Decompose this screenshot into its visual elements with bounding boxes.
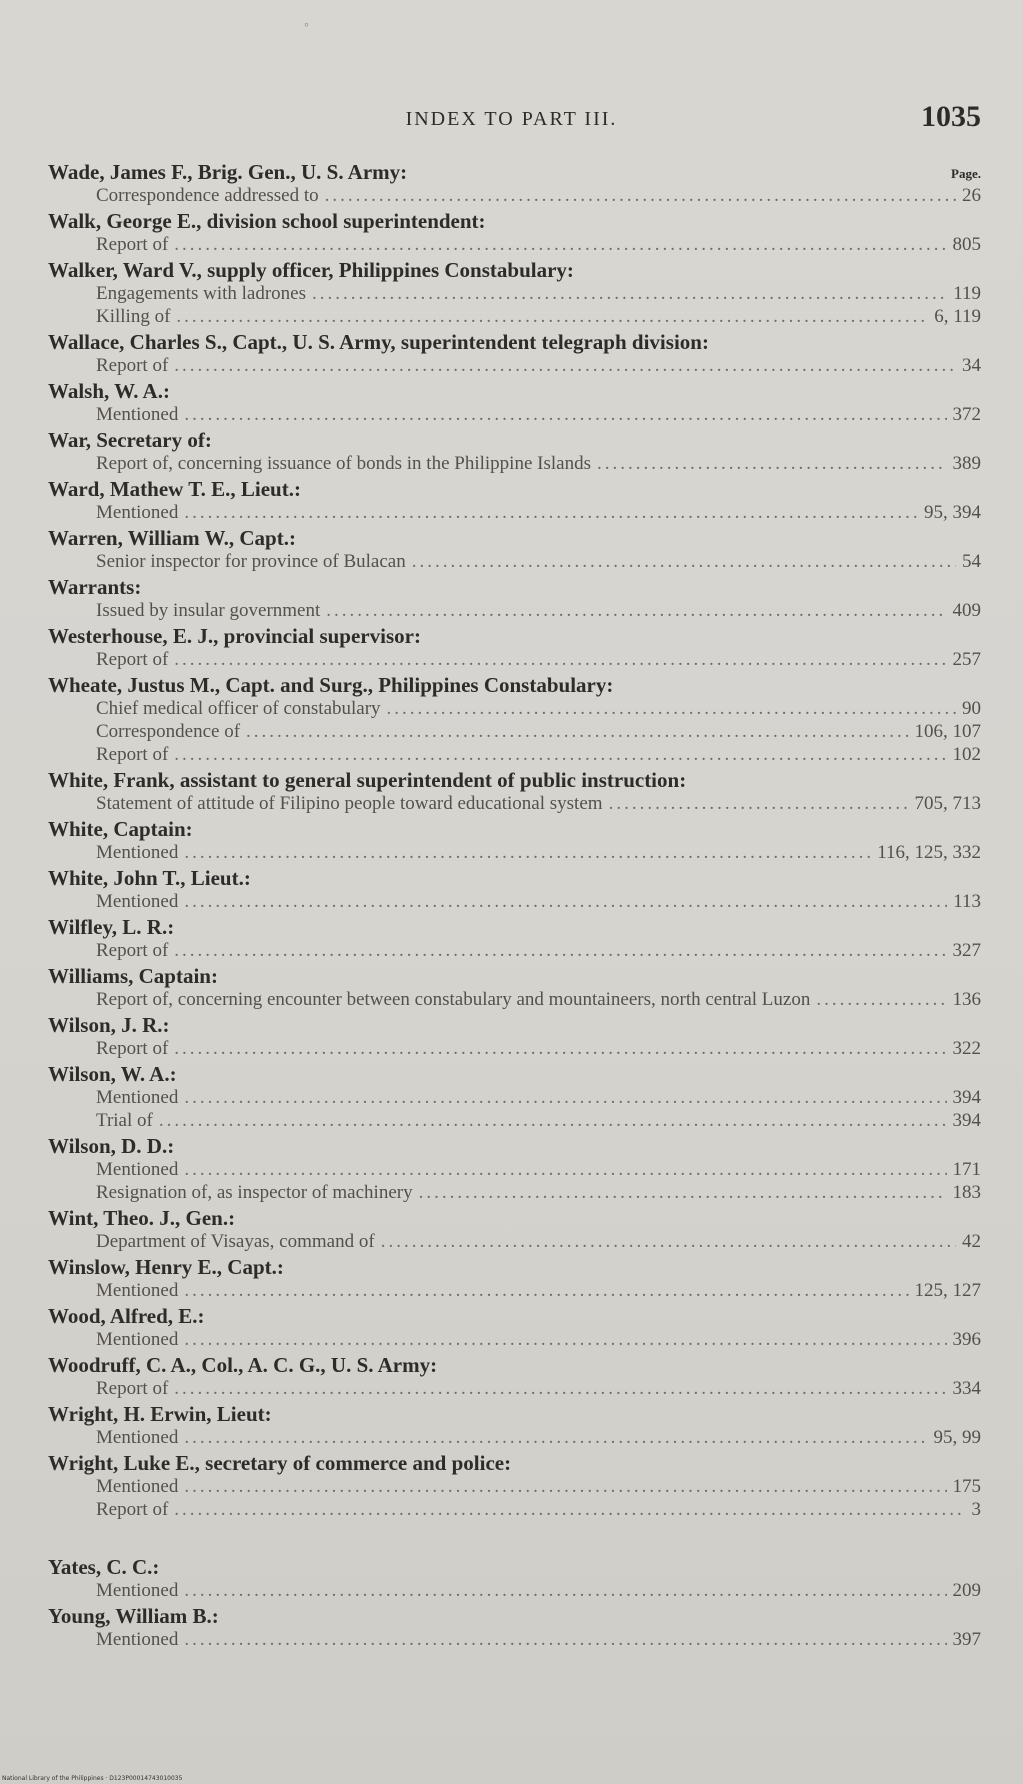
sub-entry — [48, 697, 981, 720]
sub-entry-label: Mentioned — [96, 1427, 179, 1448]
leader-dots — [174, 1037, 946, 1060]
entry-heading-text: Young, William B.: — [48, 1604, 219, 1628]
entry-heading — [48, 575, 981, 599]
index-entry — [48, 160, 981, 207]
sub-entry-pages: 171 — [952, 1159, 981, 1180]
sub-entry — [48, 1109, 981, 1132]
index-entry — [48, 1206, 981, 1253]
leader-dots — [609, 792, 909, 815]
leader-dots — [184, 1579, 946, 1602]
entry-heading — [48, 964, 981, 988]
sub-entry-label: Mentioned — [96, 404, 179, 425]
leader-dots — [184, 1628, 946, 1651]
leader-dots — [174, 939, 946, 962]
index-entry — [48, 1304, 981, 1351]
sub-entry — [48, 792, 981, 815]
sub-entry-pages: 6, 119 — [934, 306, 981, 327]
entry-heading — [48, 1304, 981, 1328]
leader-dots — [174, 743, 946, 766]
leader-dots — [184, 501, 918, 524]
sub-entry — [48, 1377, 981, 1400]
leader-dots — [184, 1426, 927, 1449]
sub-entry — [48, 184, 981, 207]
library-footer: National Library of the Philippines · D123P00014743010035 — [2, 1775, 183, 1782]
sub-entry — [48, 305, 981, 328]
leader-dots — [246, 720, 908, 743]
sub-entry-pages: 334 — [952, 1378, 981, 1399]
sub-entry-label: Mentioned — [96, 1087, 179, 1108]
sub-entry-label: Report of — [96, 355, 169, 376]
entry-heading-text: Warren, William W., Capt.: — [48, 526, 296, 550]
entry-heading-text: Wood, Alfred, E.: — [48, 1304, 205, 1328]
sub-entry-label: Report of — [96, 1378, 169, 1399]
sub-entry — [48, 403, 981, 426]
index-entry — [48, 258, 981, 328]
index-entry — [48, 1062, 981, 1132]
sub-entry-pages: 805 — [952, 234, 981, 255]
sub-entry — [48, 233, 981, 256]
sub-entry — [48, 1181, 981, 1204]
index-entry — [48, 1255, 981, 1302]
leader-dots — [174, 648, 946, 671]
sub-entry — [48, 282, 981, 305]
leader-dots — [184, 1475, 946, 1498]
sub-entry — [48, 1475, 981, 1498]
leader-dots — [174, 233, 946, 256]
entry-heading-text: Winslow, Henry E., Capt.: — [48, 1255, 284, 1279]
entry-heading — [48, 673, 981, 697]
sub-entry — [48, 939, 981, 962]
entry-heading — [48, 477, 981, 501]
entry-heading-text: Walk, George E., division school superintendent: — [48, 209, 486, 233]
leader-dots — [174, 1498, 965, 1521]
entry-heading-text: Wallace, Charles S., Capt., U. S. Army, superintendent telegraph division: — [48, 330, 709, 354]
sub-entry-label: Mentioned — [96, 891, 179, 912]
index-entry — [48, 1604, 981, 1651]
entry-heading — [48, 1555, 981, 1579]
entry-heading-text: Wright, H. Erwin, Lieut: — [48, 1402, 272, 1426]
sub-entry — [48, 1579, 981, 1602]
index-entry — [48, 915, 981, 962]
entry-heading — [48, 1013, 981, 1037]
sub-entry-label: Mentioned — [96, 1476, 179, 1497]
entry-heading — [48, 915, 981, 939]
index-entry — [48, 209, 981, 256]
index-entry — [48, 1555, 981, 1602]
entry-heading-text: Woodruff, C. A., Col., A. C. G., U. S. Army: — [48, 1353, 438, 1377]
sub-entry-label: Mentioned — [96, 502, 179, 523]
entry-heading-text: Ward, Mathew T. E., Lieut.: — [48, 477, 301, 501]
sub-entry-label: Resignation of, as inspector of machinery — [96, 1182, 413, 1203]
sub-entry-pages: 705, 713 — [914, 793, 981, 814]
sub-entry-label: Killing of — [96, 306, 171, 327]
index-entry — [48, 624, 981, 671]
entry-heading — [48, 526, 981, 550]
sub-entry-pages: 389 — [952, 453, 981, 474]
leader-dots — [412, 550, 956, 573]
entry-heading — [48, 209, 981, 233]
index-entry — [48, 379, 981, 426]
sub-entry-label: Correspondence addressed to — [96, 185, 319, 206]
index-entry — [48, 428, 981, 475]
index-entry — [48, 1353, 981, 1400]
page-header — [0, 100, 1023, 140]
sub-entry — [48, 1628, 981, 1651]
index-list — [48, 160, 981, 1653]
entry-heading-text: Wilfley, L. R.: — [48, 915, 175, 939]
leader-dots — [184, 1158, 946, 1181]
index-entry — [48, 1451, 981, 1521]
leader-dots — [184, 1279, 908, 1302]
sub-entry-label: Issued by insular government — [96, 600, 321, 621]
sub-entry-label: Trial of — [96, 1110, 153, 1131]
sub-entry-label: Department of Visayas, command of — [96, 1231, 375, 1252]
sub-entry-pages: 175 — [952, 1476, 981, 1497]
sub-entry-pages: 327 — [952, 940, 981, 961]
entry-heading-text: White, Captain: — [48, 817, 193, 841]
leader-dots — [184, 841, 871, 864]
sub-entry-pages: 209 — [952, 1580, 981, 1601]
page-number: 1035 — [921, 100, 981, 133]
sub-entry-label: Mentioned — [96, 1159, 179, 1180]
sub-entry-pages: 119 — [953, 283, 981, 304]
sub-entry — [48, 354, 981, 377]
sub-entry-pages: 372 — [952, 404, 981, 425]
index-entry — [48, 1013, 981, 1060]
sub-entry — [48, 720, 981, 743]
index-entry — [48, 477, 981, 524]
sub-entry — [48, 1426, 981, 1449]
sub-entry-pages: 125, 127 — [914, 1280, 981, 1301]
sub-entry — [48, 988, 981, 1011]
index-entry — [48, 526, 981, 573]
leader-dots — [387, 697, 956, 720]
sub-entry-label: Mentioned — [96, 842, 179, 863]
entry-heading-text: Wilson, D. D.: — [48, 1134, 175, 1158]
entry-heading — [48, 624, 981, 648]
entry-heading — [48, 160, 981, 184]
sub-entry-label: Mentioned — [96, 1629, 179, 1650]
entry-heading-text: Wade, James F., Brig. Gen., U. S. Army: — [48, 160, 408, 184]
sub-entry — [48, 452, 981, 475]
entry-heading-text: Wint, Theo. J., Gen.: — [48, 1206, 236, 1230]
sub-entry — [48, 501, 981, 524]
leader-dots — [597, 452, 947, 475]
sub-entry-pages: 397 — [952, 1629, 981, 1650]
leader-dots — [184, 1086, 946, 1109]
leader-dots — [159, 1109, 947, 1132]
index-entry — [48, 1134, 981, 1204]
leader-dots — [184, 890, 947, 913]
entry-heading — [48, 258, 981, 282]
sub-entry-label: Report of — [96, 940, 169, 961]
entry-heading-text: Wilson, J. R.: — [48, 1013, 170, 1037]
index-entry — [48, 575, 981, 622]
running-title: INDEX TO PART III. — [405, 108, 618, 130]
sub-entry-label: Senior inspector for province of Bulacan — [96, 551, 406, 572]
sub-entry-pages: 95, 99 — [933, 1427, 981, 1448]
sub-entry-pages: 102 — [952, 744, 981, 765]
sub-entry-label: Engagements with ladrones — [96, 283, 307, 304]
entry-heading-text: Wheate, Justus M., Capt. and Surg., Philippines Constabulary: — [48, 673, 614, 697]
leader-dots — [174, 354, 956, 377]
sub-entry — [48, 1230, 981, 1253]
entry-heading — [48, 428, 981, 452]
index-entry — [48, 817, 981, 864]
sub-entry-pages: 116, 125, 332 — [877, 842, 981, 863]
entry-heading-text: Williams, Captain: — [48, 964, 218, 988]
index-entry — [48, 964, 981, 1011]
leader-dots — [312, 282, 947, 305]
sub-entry — [48, 1158, 981, 1181]
leader-dots — [325, 184, 956, 207]
leader-dots — [184, 1328, 946, 1351]
sub-entry-pages: 90 — [962, 698, 981, 719]
sub-entry-label: Chief medical officer of constabulary — [96, 698, 381, 719]
sub-entry — [48, 1086, 981, 1109]
sub-entry-pages: 95, 394 — [924, 502, 981, 523]
index-entry — [48, 673, 981, 766]
sub-entry-pages: 394 — [952, 1087, 981, 1108]
leader-dots — [326, 599, 946, 622]
entry-heading — [48, 1402, 981, 1426]
sub-entry-pages: 106, 107 — [914, 721, 981, 742]
entry-heading — [48, 1353, 981, 1377]
sub-entry-label: Report of — [96, 1038, 169, 1059]
sub-entry-label: Report of — [96, 1499, 169, 1520]
sub-entry-pages: 26 — [962, 185, 981, 206]
sub-entry — [48, 1279, 981, 1302]
entry-heading-text: Warrants: — [48, 575, 142, 599]
entry-heading-text: Wilson, W. A.: — [48, 1062, 177, 1086]
sub-entry-pages: 183 — [952, 1182, 981, 1203]
sub-entry — [48, 550, 981, 573]
leader-dots — [184, 403, 946, 426]
entry-heading — [48, 1062, 981, 1086]
sub-entry-label: Correspondence of — [96, 721, 241, 742]
print-mark: ◦ — [304, 18, 309, 33]
sub-entry-label: Mentioned — [96, 1280, 179, 1301]
leader-dots — [419, 1181, 947, 1204]
entry-heading — [48, 1604, 981, 1628]
sub-entry-pages: 409 — [952, 600, 981, 621]
entry-heading-text: White, Frank, assistant to general superintendent of public instruction: — [48, 768, 687, 792]
sub-entry — [48, 1037, 981, 1060]
leader-dots — [816, 988, 946, 1011]
entry-heading — [48, 379, 981, 403]
sub-entry-pages: 42 — [962, 1231, 981, 1252]
sub-entry-label: Report of — [96, 744, 169, 765]
sub-entry-pages: 394 — [952, 1110, 981, 1131]
sub-entry-label: Mentioned — [96, 1580, 179, 1601]
entry-heading — [48, 817, 981, 841]
sub-entry-pages: 54 — [962, 551, 981, 572]
sub-entry-label: Mentioned — [96, 1329, 179, 1350]
sub-entry-pages: 3 — [971, 1499, 981, 1520]
sub-entry — [48, 841, 981, 864]
entry-heading-text: Wright, Luke E., secretary of commerce and police: — [48, 1451, 512, 1475]
sub-entry-label: Report of — [96, 649, 169, 670]
entry-heading-text: Walker, Ward V., supply officer, Philippines Constabulary: — [48, 258, 574, 282]
sub-entry — [48, 890, 981, 913]
entry-heading — [48, 1255, 981, 1279]
page-column-label: Page. — [951, 166, 981, 181]
index-entry — [48, 1402, 981, 1449]
entry-heading — [48, 1451, 981, 1475]
entry-heading — [48, 1206, 981, 1230]
leader-dots — [176, 305, 928, 328]
sub-entry-label: Statement of attitude of Filipino people toward educational system — [96, 793, 603, 814]
sub-entry-pages: 396 — [952, 1329, 981, 1350]
index-entry — [48, 330, 981, 377]
sub-entry-label: Report of, concerning issuance of bonds in the Philippine Islands — [96, 453, 591, 474]
sub-entry — [48, 648, 981, 671]
entry-heading-text: Yates, C. C.: — [48, 1555, 160, 1579]
entry-heading — [48, 768, 981, 792]
leader-dots — [174, 1377, 946, 1400]
sub-entry — [48, 1328, 981, 1351]
index-entry — [48, 866, 981, 913]
entry-heading-text: White, John T., Lieut.: — [48, 866, 251, 890]
sub-entry — [48, 743, 981, 766]
entry-heading-text: Walsh, W. A.: — [48, 379, 170, 403]
sub-entry-pages: 34 — [962, 355, 981, 376]
index-entry — [48, 768, 981, 815]
sub-entry — [48, 1498, 981, 1521]
leader-dots — [381, 1230, 956, 1253]
sub-entry — [48, 599, 981, 622]
sub-entry-label: Report of, concerning encounter between constabulary and mountaineers, north central Luzon — [96, 989, 811, 1010]
entry-heading-text: Westerhouse, E. J., provincial supervisor: — [48, 624, 421, 648]
sub-entry-pages: 257 — [952, 649, 981, 670]
sub-entry-pages: 322 — [952, 1038, 981, 1059]
sub-entry-label: Report of — [96, 234, 169, 255]
entry-heading-text: War, Secretary of: — [48, 428, 212, 452]
sub-entry-pages: 136 — [952, 989, 981, 1010]
entry-heading — [48, 866, 981, 890]
sub-entry-pages: 113 — [953, 891, 981, 912]
entry-heading — [48, 1134, 981, 1158]
entry-heading — [48, 330, 981, 354]
